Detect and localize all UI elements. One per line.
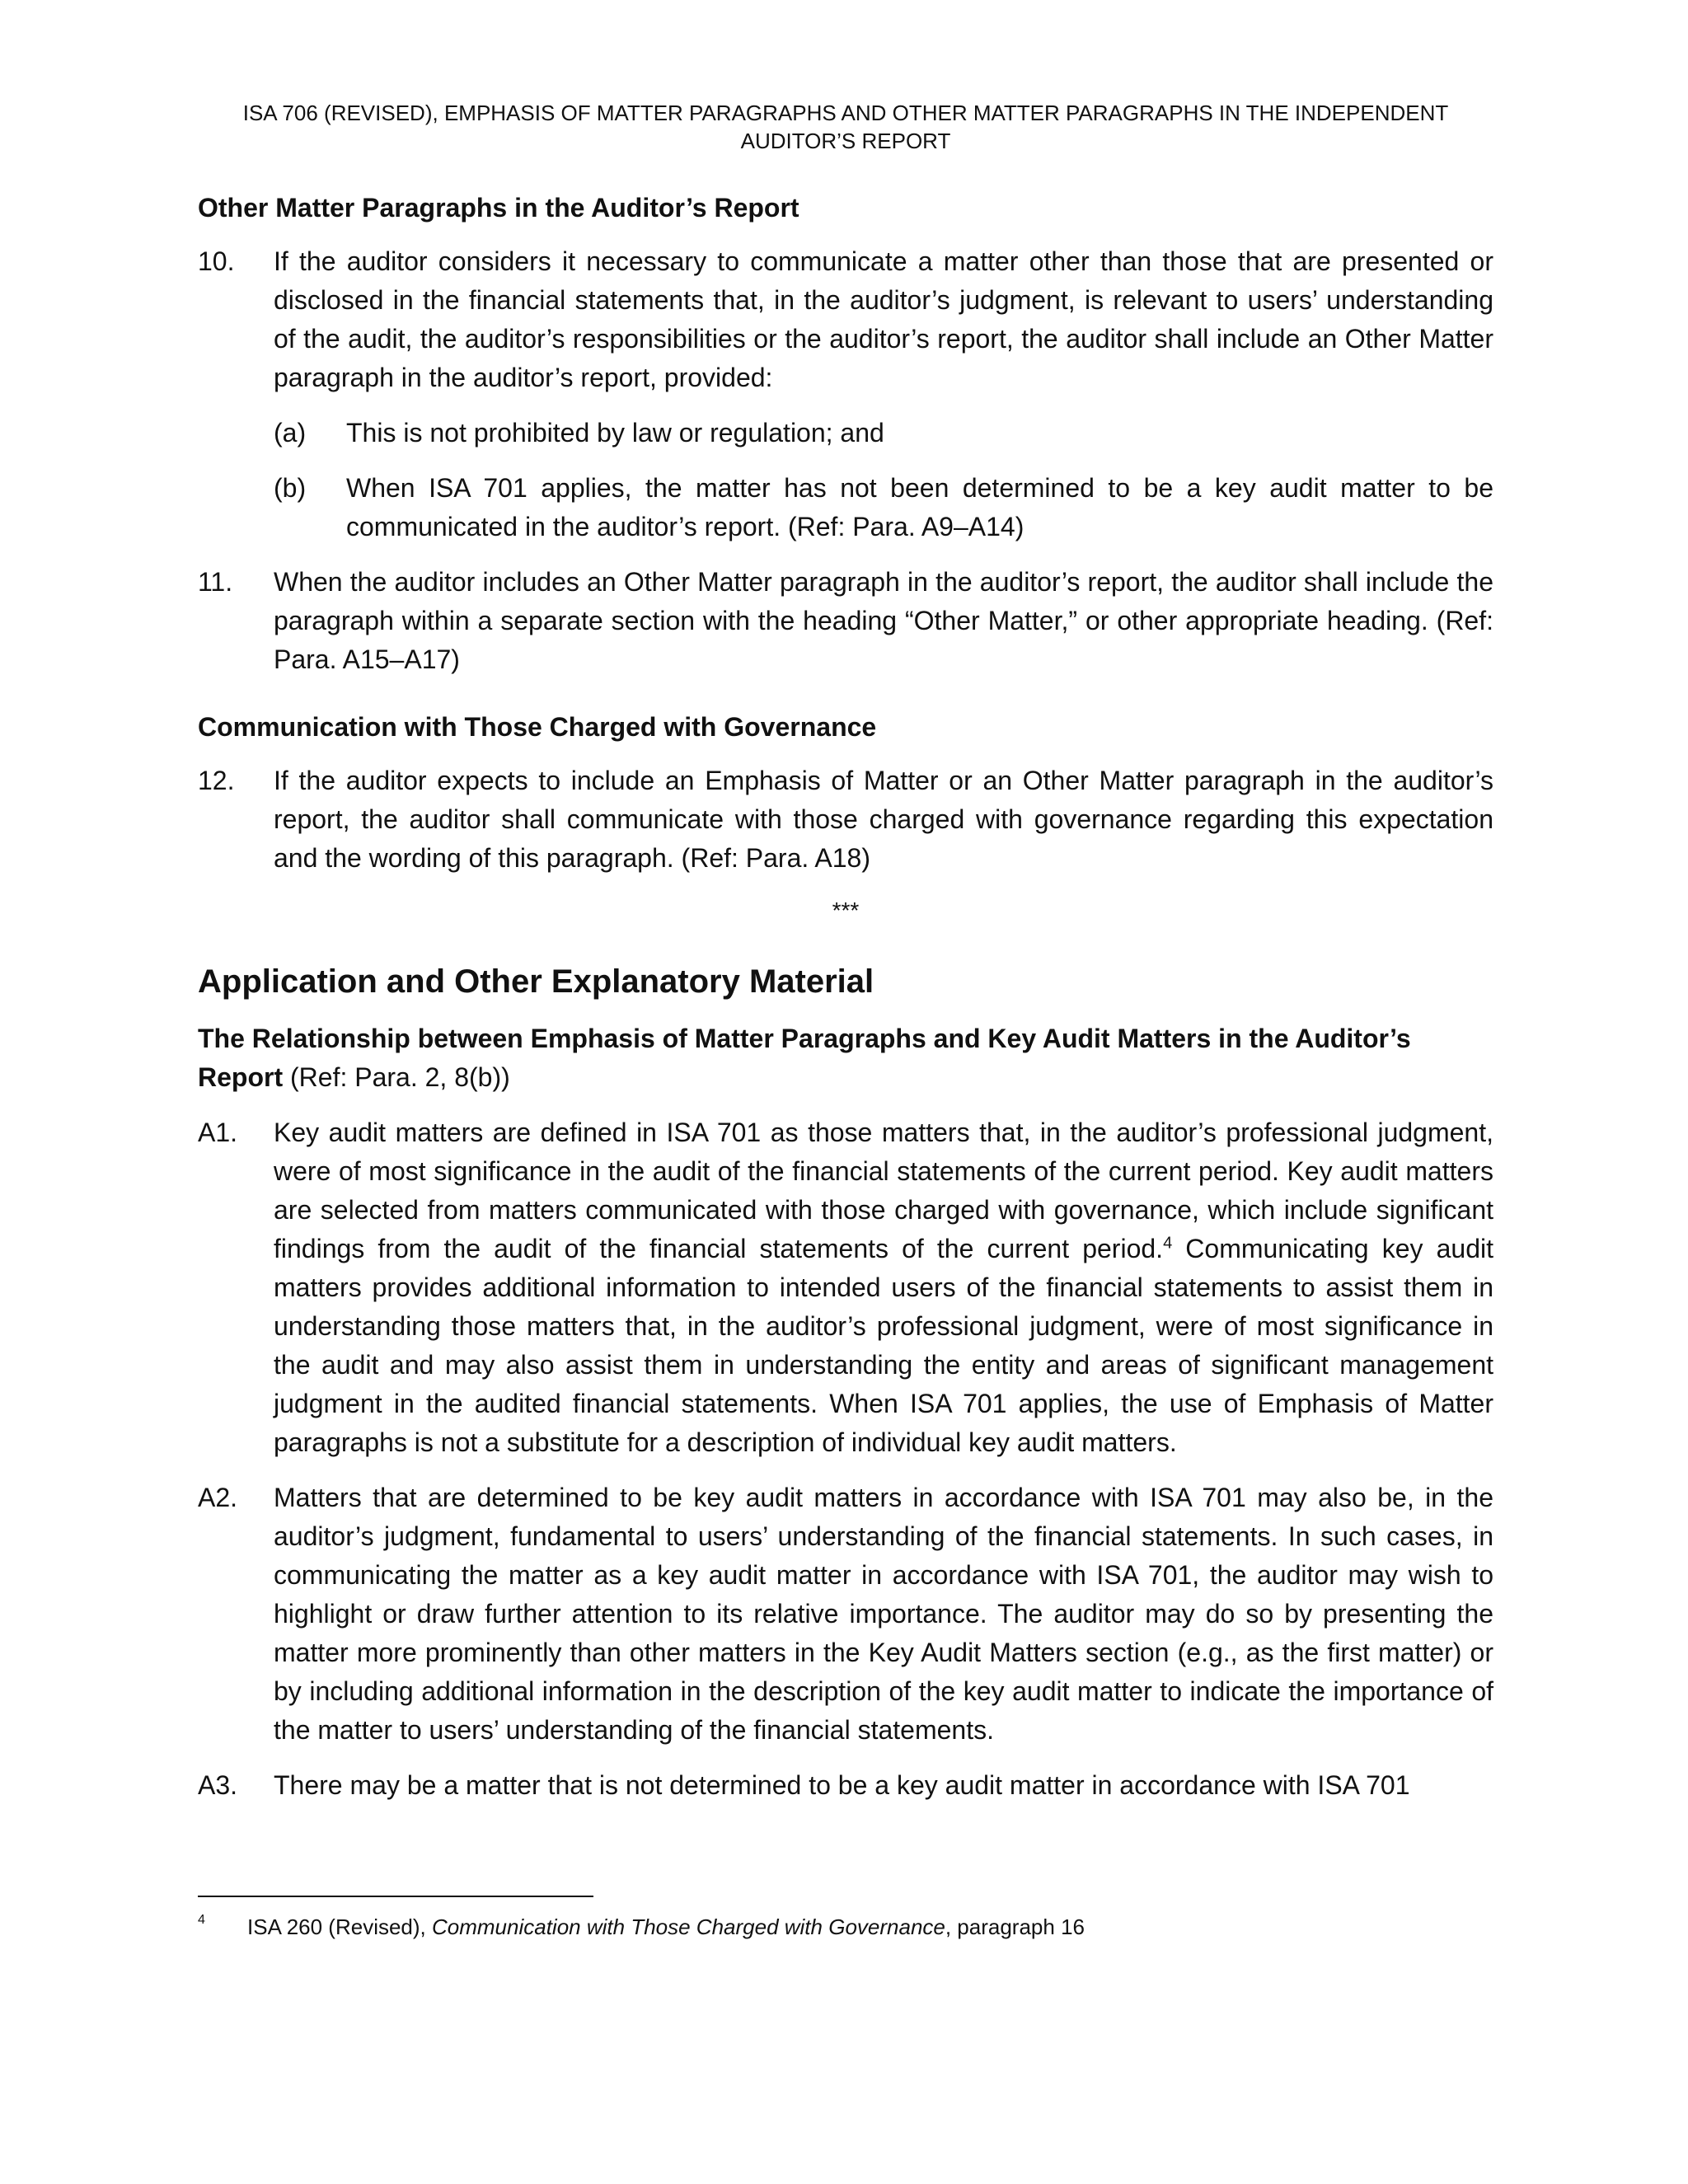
paragraph-number: 10. — [198, 246, 235, 276]
paragraph-11 — [198, 563, 1493, 679]
paragraph-number: 11. — [198, 567, 233, 597]
subheading-relationship — [198, 1019, 1493, 1097]
running-header — [198, 99, 1493, 155]
paragraph-text-part-2: Communicating key audit matters provides additional information to intended users of the financial statements to assist them in understanding those matters that, in the auditor’s professional judgment, were of most significance in the audit and may also assist them in understanding the entity and areas of significant management judgment in the audited financial statements. When ISA 701 applies, the use of Emphasis of Matter paragraphs is not a substitute for a description of individual key audit matters. — [274, 1234, 1494, 1457]
paragraph-text: If the auditor expects to include an Emphasis of Matter or an Other Matter paragraph in the auditor’s report, the auditor shall communicate with those charged with governance regarding this expectation and the wording of this paragraph. (Ref: Para. A18) — [274, 766, 1493, 873]
footnote-mark: 4 — [198, 1913, 205, 1927]
paragraph-a2 — [198, 1479, 1493, 1750]
paragraph-10-item-b — [274, 469, 1493, 546]
footnote-prefix: ISA 260 (Revised), — [247, 1915, 432, 1939]
paragraph-10-item-a — [274, 414, 1493, 452]
footnote-suffix: , paragraph 16 — [945, 1915, 1085, 1939]
heading-other-matter: Other Matter Paragraphs in the Auditor’s Report — [198, 193, 799, 223]
paragraph-10 — [198, 242, 1493, 397]
paragraph-a1 — [198, 1113, 1493, 1462]
paragraph-number: 12. — [198, 766, 235, 795]
footnote-title: Communication with Those Charged with Governance — [432, 1915, 945, 1939]
running-header-line-2: AUDITOR’S REPORT — [740, 129, 951, 153]
paragraph-number: A3. — [198, 1770, 238, 1800]
heading-communication: Communication with Those Charged with Governance — [198, 712, 877, 742]
heading-application: Application and Other Explanatory Material — [198, 963, 874, 1000]
subheading-reference: (Ref: Para. 2, 8(b)) — [283, 1062, 510, 1092]
item-text: When ISA 701 applies, the matter has not been determined to be a key audit matter to be communicated in the auditor’s report. (Ref: Para. A9–A14) — [346, 473, 1493, 541]
item-label: (a) — [274, 418, 307, 448]
paragraph-text: If the auditor considers it necessary to communicate a matter other than those that are presented or disclosed in the financial statements that, in the auditor’s judgment, is relevant to users’ understanding of the audit, the auditor’s responsibilities or the auditor’s report, the auditor shall include an Other Matter paragraph in the auditor’s report, provided: — [274, 246, 1493, 392]
item-label: (b) — [274, 473, 307, 503]
section-separator: *** — [832, 898, 860, 923]
page-body — [198, 190, 1493, 1821]
item-text: This is not prohibited by law or regulation; and — [346, 418, 884, 448]
running-header-line-1: ISA 706 (REVISED), EMPHASIS OF MATTER PARAGRAPHS AND OTHER MATTER PARAGRAPHS IN THE INDEPENDENT — [242, 101, 1449, 125]
paragraph-number: A2. — [198, 1483, 238, 1512]
footnote-divider — [198, 1896, 593, 1897]
paragraph-text: Matters that are determined to be key audit matters in accordance with ISA 701 may also be, in the auditor’s judgment, fundamental to users’ understanding of the financial statements. In such cases, in communicating the matter as a key audit matter in accordance with ISA 701, the auditor may wish to highlight or draw further attention to its relative importance. The auditor may do so by presenting the matter more prominently than other matters in the Key Audit Matters section (e.g., as the first matter) or by including additional information in the description of the key audit matter to indicate the importance of the matter to users’ understanding of the financial statements. — [274, 1483, 1493, 1745]
paragraph-a3 — [198, 1766, 1493, 1805]
paragraph-number: A1. — [198, 1118, 238, 1147]
paragraph-text: When the auditor includes an Other Matter paragraph in the auditor’s report, the auditor shall include the paragraph within a separate section with the heading “Other Matter,” or other appropriate heading. (Ref: Para. A15–A17) — [274, 567, 1493, 674]
footnote-reference[interactable]: 4 — [1163, 1234, 1173, 1253]
paragraph-text — [274, 1113, 1493, 1462]
paragraph-text-part-1: Key audit matters are defined in ISA 701 as those matters that, in the auditor’s professional judgment, were of most significance in the audit of the financial statements of the current period. Key audit matters are selected from matters communicated with those charged with governance, which include significant findings from the audit of the financial statements of the current period. — [274, 1118, 1493, 1263]
footnote — [198, 1912, 1493, 1942]
paragraph-text: There may be a matter that is not determined to be a key audit matter in accordance with ISA 701 — [274, 1770, 1410, 1800]
paragraph-12 — [198, 762, 1493, 878]
footnote-text — [247, 1912, 1085, 1942]
subheading-bold-text: The Relationship between Emphasis of Matter Paragraphs and Key Audit Matters in the Auditor’s Report — [198, 1024, 1411, 1092]
